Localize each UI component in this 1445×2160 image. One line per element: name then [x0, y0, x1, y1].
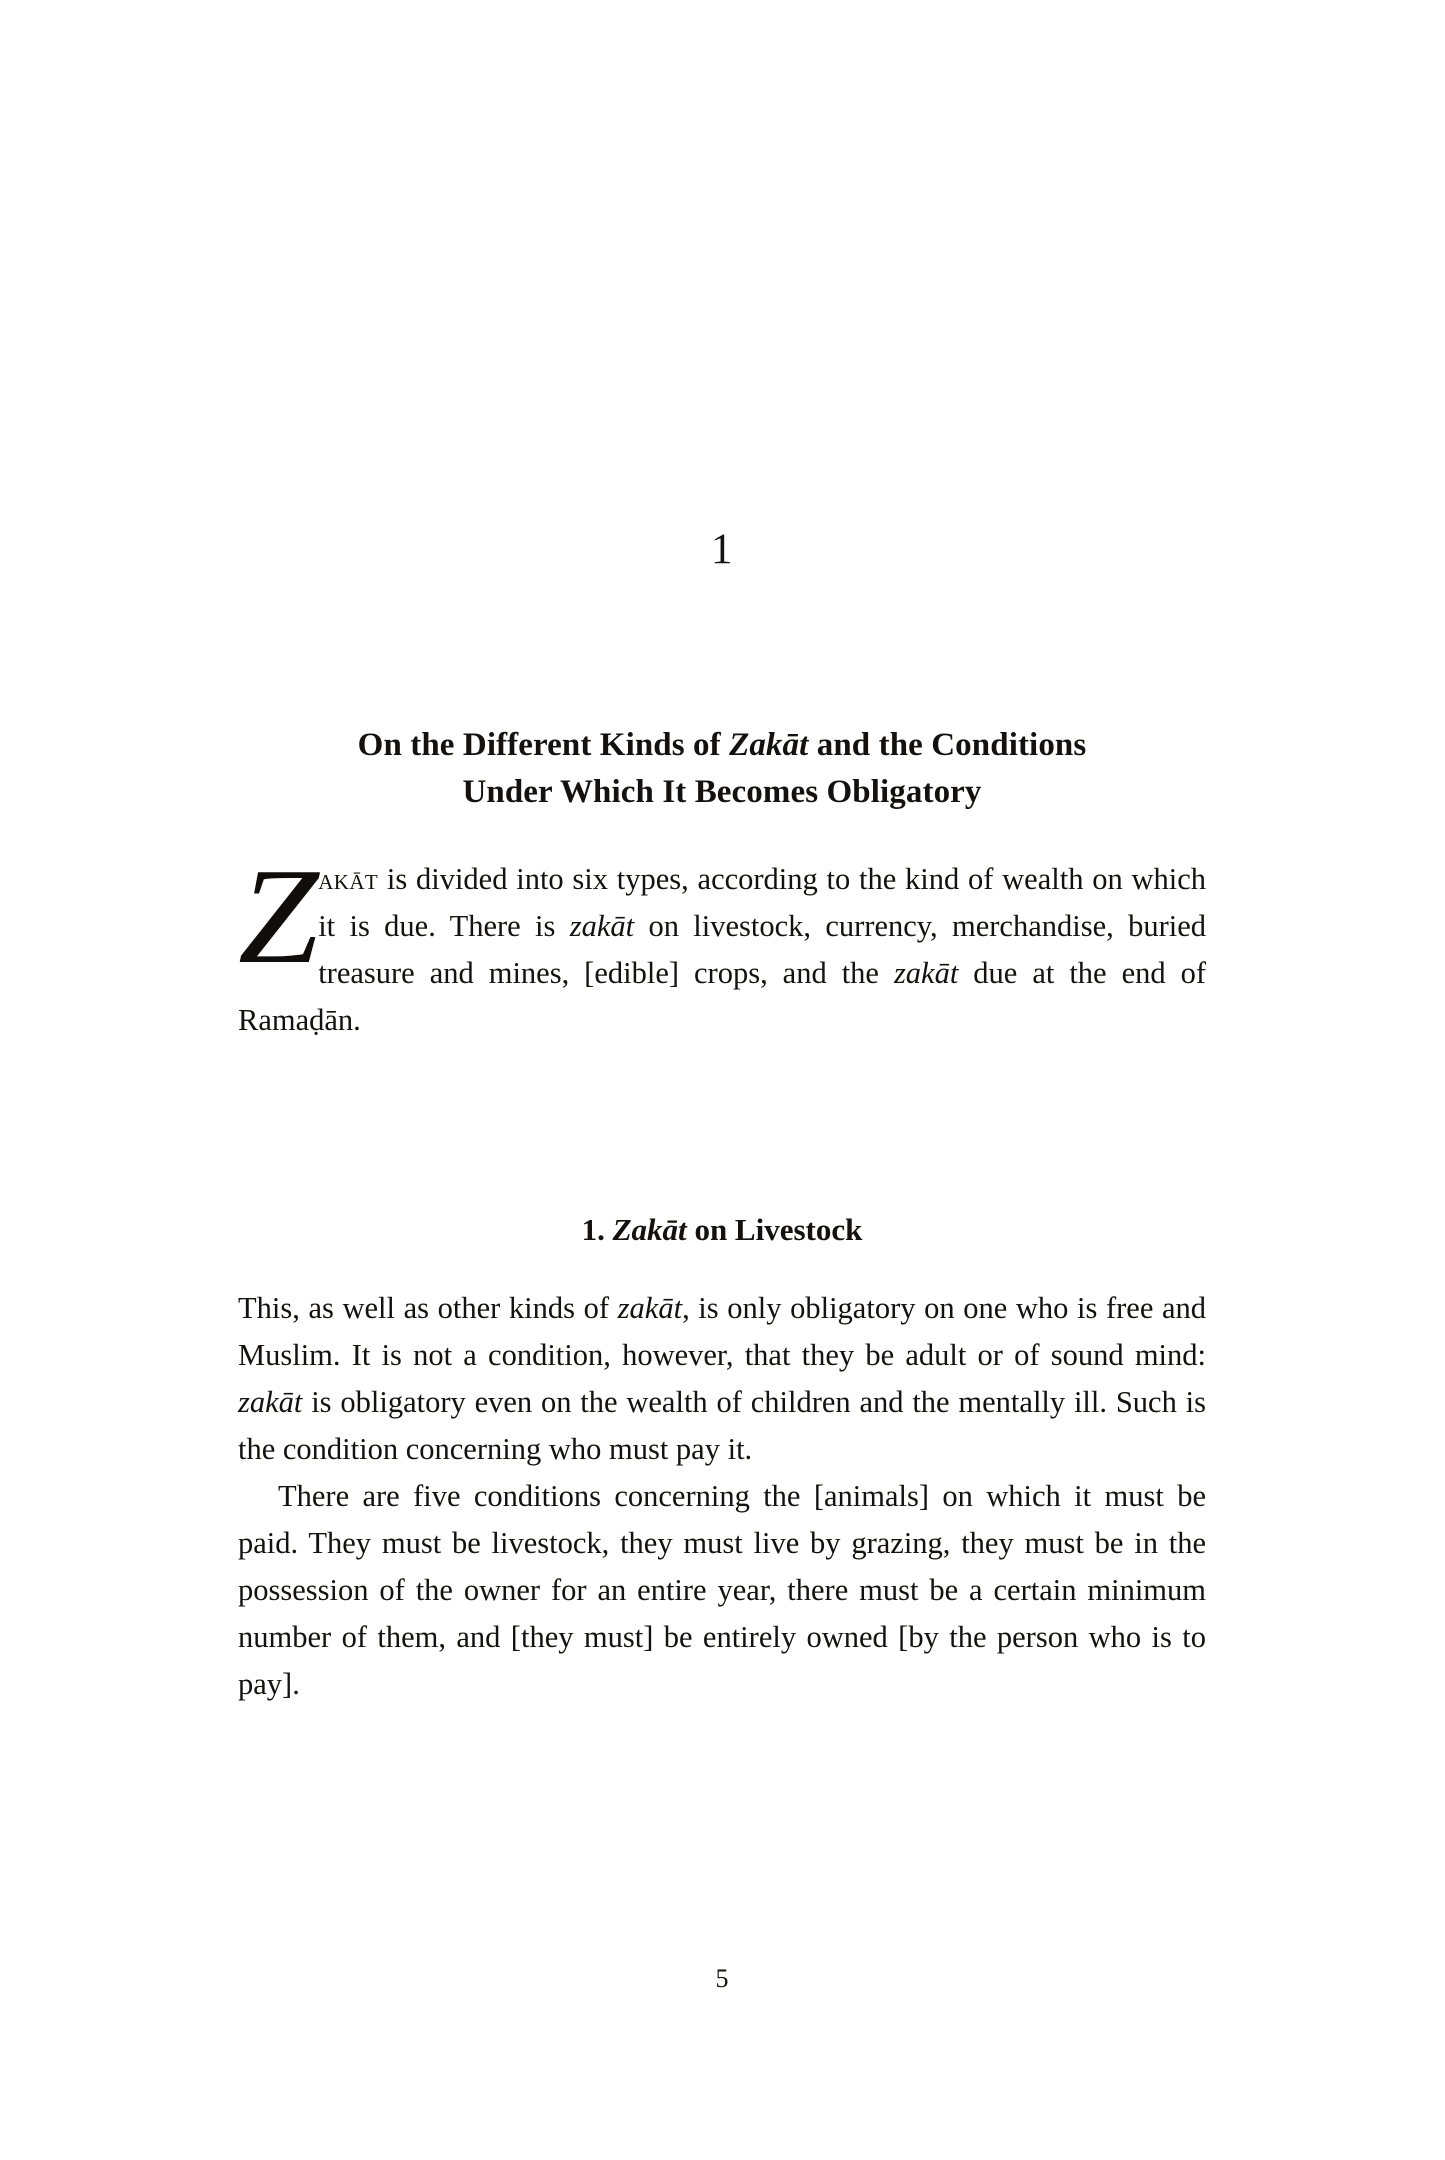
body-paragraph-1-italic-zakat-1: zakāt: [617, 1291, 683, 1325]
lead-paragraph-smallcaps: akāt: [318, 862, 379, 896]
lead-paragraph: [238, 840, 1206, 1044]
section-heading-rest: on Livestock: [686, 1211, 863, 1247]
lead-paragraph-italic-zakat-1: zakāt: [569, 909, 635, 943]
page-number: 5: [715, 1964, 729, 1993]
section-heading-number: 1.: [581, 1211, 613, 1247]
body-text-block: [238, 1285, 1206, 1708]
lead-paragraph-text-1: is divided into six types, according to the kind of wealth on which it is due. There is: [318, 862, 1206, 943]
section-heading: [238, 1210, 1206, 1250]
lead-paragraph-italic-zakat-2: zakāt: [893, 956, 959, 990]
lead-paragraph-text-2: on livestock, currency, merchandise, buried treasure and mines, [edible] crops, and the: [318, 909, 1206, 990]
chapter-title-italic-zakat: Zakāt: [729, 727, 809, 764]
chapter-number: 1: [711, 526, 733, 573]
chapter-title-line-1-part-1: On the Different Kinds of: [357, 727, 730, 764]
section-heading-italic-zakat: Zakāt: [612, 1211, 687, 1247]
body-paragraph-1-italic-zakat-2: zakāt: [238, 1385, 303, 1419]
chapter-title-line-2: Under Which It Becomes Obligatory: [462, 773, 982, 810]
lead-paragraph-text-3: due at the end of Ramaḍān.: [238, 956, 1206, 1037]
chapter-title-line-1-part-2: and the Conditions: [808, 727, 1087, 764]
body-paragraph-1-text-1: This, as well as other kinds of: [238, 1291, 618, 1325]
body-paragraph-1-text-2: , is only obligatory on one who is free and Muslim. It is not a condition, however, that they be adult or of sound mind:: [238, 1291, 1207, 1372]
drop-cap-letter: Z: [238, 840, 319, 992]
chapter-title: [238, 722, 1206, 816]
body-paragraph-1: [238, 1285, 1206, 1473]
body-paragraph-2: There are five conditions concerning the [animals] on which it must be paid. They must be livestock, they must live by grazing, they must be in the possession of the owner for an entire year, there must be a certain minimum number of them, and [they must] be entirely owned [by the person who is to pay].: [238, 1479, 1206, 1701]
chapter-title-line-1: [238, 722, 1206, 769]
body-paragraph-1-text-3: is obligatory even on the wealth of children and the mentally ill. Such is the condition concerning who must pay it.: [238, 1385, 1206, 1466]
